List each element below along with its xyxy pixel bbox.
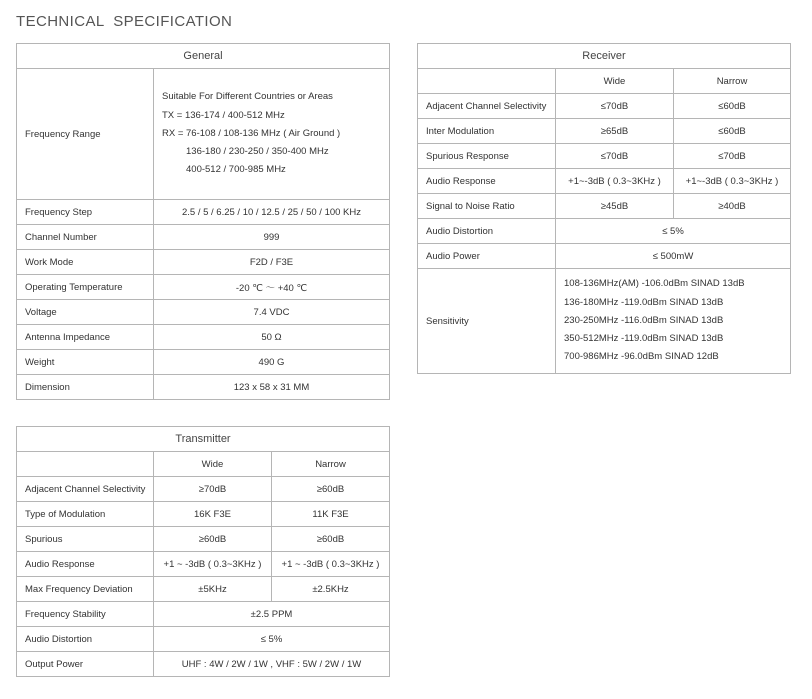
- table-row: [17, 552, 390, 577]
- table-row: [418, 144, 791, 169]
- sensitivity-line: 108-136MHz(AM) -106.0dBm SINAD 13dB: [564, 278, 745, 290]
- narrow-value: ±2.5KHz: [272, 577, 390, 602]
- row-label: Frequency Step: [17, 200, 154, 225]
- narrow-value: ≤70dB: [674, 144, 791, 169]
- table-row: [17, 375, 390, 400]
- sensitivity-row: [418, 269, 791, 374]
- narrow-value: ≥60dB: [272, 527, 390, 552]
- frequency-range-line: TX = 136-174 / 400-512 MHz: [162, 109, 285, 121]
- sensitivity-line: 136-180MHz -119.0dBm SINAD 13dB: [564, 296, 724, 308]
- frequency-range-line: 136-180 / 230-250 / 350-400 MHz: [186, 146, 329, 158]
- frequency-range-line: RX = 76-108 / 108-136 MHz ( Air Ground ): [162, 127, 341, 139]
- row-label: Operating Temperature: [17, 275, 154, 300]
- column-header-wide: Wide: [154, 452, 272, 477]
- narrow-value: ≥60dB: [272, 477, 390, 502]
- row-label: Dimension: [17, 375, 154, 400]
- row-value: F2D / F3E: [154, 250, 390, 275]
- row-value: 50 Ω: [154, 325, 390, 350]
- receiver-heading: Receiver: [418, 44, 791, 69]
- blank-header-cell: [418, 69, 556, 94]
- table-row: [17, 250, 390, 275]
- narrow-value: +1~-3dB ( 0.3~3KHz ): [674, 169, 791, 194]
- row-label: Output Power: [17, 652, 154, 677]
- receiver-table: [417, 43, 791, 374]
- wide-value: ≥45dB: [556, 194, 674, 219]
- general-table: [16, 43, 390, 400]
- sensitivity-line: 230-250MHz -116.0dBm SINAD 13dB: [564, 314, 724, 326]
- table-row: [17, 477, 390, 502]
- transmitter-column-header-row: [17, 452, 390, 477]
- row-label: Channel Number: [17, 225, 154, 250]
- row-label: Audio Distortion: [17, 627, 154, 652]
- row-value: ≤ 5%: [556, 219, 791, 244]
- row-label: Inter Modulation: [418, 119, 556, 144]
- table-row: [17, 652, 390, 677]
- table-row: [17, 602, 390, 627]
- table-row: [17, 325, 390, 350]
- row-value: 2.5 / 5 / 6.25 / 10 / 12.5 / 25 / 50 / 100 KHz: [154, 200, 390, 225]
- row-value: ≤ 5%: [154, 627, 390, 652]
- wide-value: ≥60dB: [154, 527, 272, 552]
- narrow-value: ≤60dB: [674, 94, 791, 119]
- receiver-column-header-row: [418, 69, 791, 94]
- general-header-row: [17, 44, 390, 69]
- wide-value: 16K F3E: [154, 502, 272, 527]
- narrow-value: ≤60dB: [674, 119, 791, 144]
- frequency-range-line: 400-512 / 700-985 MHz: [186, 164, 286, 176]
- table-row: [418, 194, 791, 219]
- table-row: [17, 200, 390, 225]
- frequency-range-row: [17, 69, 390, 200]
- wide-value: ≤70dB: [556, 144, 674, 169]
- table-row: [418, 169, 791, 194]
- wide-value: +1 ~ -3dB ( 0.3~3KHz ): [154, 552, 272, 577]
- wide-value: ±5KHz: [154, 577, 272, 602]
- column-header-wide: Wide: [556, 69, 674, 94]
- row-label: Signal to Noise Ratio: [418, 194, 556, 219]
- row-value: ≤ 500mW: [556, 244, 791, 269]
- row-label: Voltage: [17, 300, 154, 325]
- wide-value: +1~-3dB ( 0.3~3KHz ): [556, 169, 674, 194]
- row-label: Frequency Range: [17, 69, 154, 200]
- row-value: 7.4 VDC: [154, 300, 390, 325]
- transmitter-header-row: [17, 427, 390, 452]
- receiver-header-row: [418, 44, 791, 69]
- table-row: [17, 350, 390, 375]
- row-label: Weight: [17, 350, 154, 375]
- row-label: Adjacent Channel Selectivity: [418, 94, 556, 119]
- wide-value: ≥65dB: [556, 119, 674, 144]
- frequency-range-line: Suitable For Different Countries or Areas: [162, 91, 333, 103]
- table-row: [17, 527, 390, 552]
- table-row: [17, 502, 390, 527]
- sensitivity-line: 350-512MHz -119.0dBm SINAD 13dB: [564, 333, 724, 345]
- table-row: [418, 119, 791, 144]
- wide-value: ≥70dB: [154, 477, 272, 502]
- transmitter-heading: Transmitter: [17, 427, 390, 452]
- row-label: Frequency Stability: [17, 602, 154, 627]
- transmitter-table: [16, 426, 390, 677]
- narrow-value: +1 ~ -3dB ( 0.3~3KHz ): [272, 552, 390, 577]
- narrow-value: 11K F3E: [272, 502, 390, 527]
- table-row: [17, 577, 390, 602]
- blank-header-cell: [17, 452, 154, 477]
- row-value: -20 ℃ ～ +40 ℃: [154, 275, 390, 300]
- wide-value: ≤70dB: [556, 94, 674, 119]
- row-label: Type of Modulation: [17, 502, 154, 527]
- row-value: ±2.5 PPM: [154, 602, 390, 627]
- row-label: Audio Response: [17, 552, 154, 577]
- column-header-narrow: Narrow: [272, 452, 390, 477]
- row-label: Adjacent Channel Selectivity: [17, 477, 154, 502]
- general-heading: General: [17, 44, 390, 69]
- row-label: Work Mode: [17, 250, 154, 275]
- table-row: [17, 225, 390, 250]
- row-label: Sensitivity: [418, 269, 556, 374]
- row-label: Antenna Impedance: [17, 325, 154, 350]
- row-value: UHF : 4W / 2W / 1W , VHF : 5W / 2W / 1W: [154, 652, 390, 677]
- table-row: [17, 275, 390, 300]
- row-label: Max Frequency Deviation: [17, 577, 154, 602]
- row-label: Spurious Response: [418, 144, 556, 169]
- row-label: Audio Power: [418, 244, 556, 269]
- page-title: TECHNICAL SPECIFICATION: [16, 13, 233, 30]
- narrow-value: ≥40dB: [674, 194, 791, 219]
- table-row: [418, 94, 791, 119]
- row-label: Audio Distortion: [418, 219, 556, 244]
- row-label: Audio Response: [418, 169, 556, 194]
- table-row: [418, 219, 791, 244]
- row-label: Spurious: [17, 527, 154, 552]
- table-row: [418, 244, 791, 269]
- column-header-narrow: Narrow: [674, 69, 791, 94]
- sensitivity-line: 700-986MHz -96.0dBm SINAD 12dB: [564, 351, 719, 363]
- table-row: [17, 627, 390, 652]
- row-value: 123 x 58 x 31 MM: [154, 375, 390, 400]
- frequency-range-value: [154, 69, 390, 200]
- row-value: 999: [154, 225, 390, 250]
- table-row: [17, 300, 390, 325]
- sensitivity-value: [556, 269, 791, 374]
- row-value: 490 G: [154, 350, 390, 375]
